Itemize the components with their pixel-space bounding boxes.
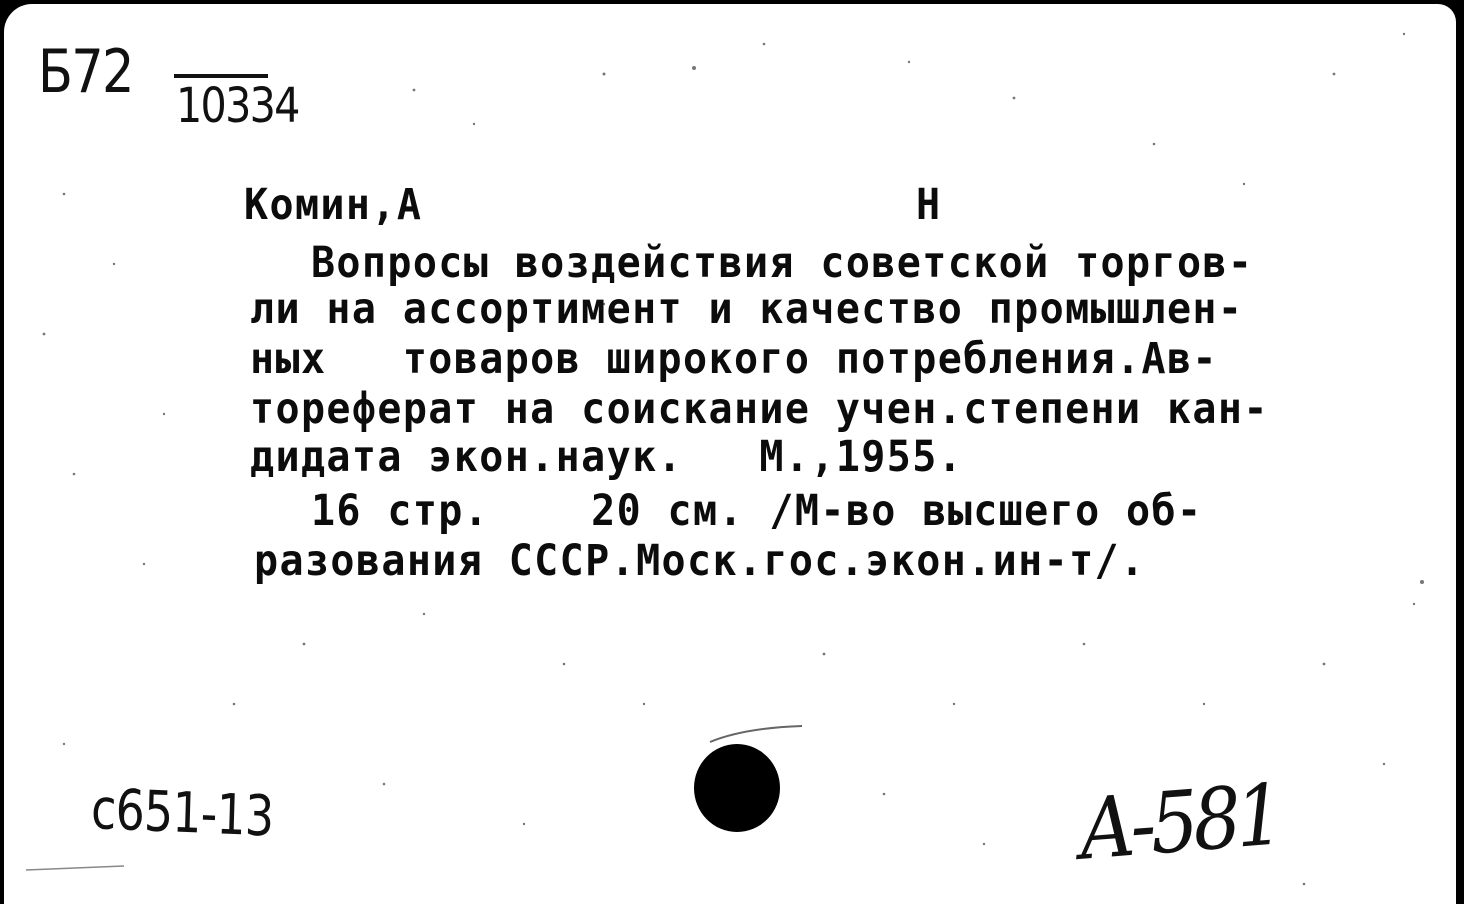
edge-mark — [26, 866, 124, 870]
shelf-mark-sub: 10334 — [176, 78, 299, 134]
accession-code: А-581 — [1075, 765, 1282, 879]
inventory-code: с651-13 — [90, 777, 275, 850]
author-initial: Н — [916, 180, 942, 230]
punch-hole — [694, 744, 780, 832]
description-line-7: разования СССР.Моск.гос.экон.ин-т/. — [254, 536, 1146, 586]
description-line-3: ных товаров широкого потребления.Ав- — [250, 334, 1218, 384]
description-line-4: тореферат на соискание учен.степени кан- — [250, 384, 1269, 434]
description-line-5: дидата экон.наук. М.,1955. — [250, 432, 964, 482]
pencil-stroke — [710, 726, 802, 742]
catalog-card — [4, 4, 1456, 904]
description-line-1: Вопросы воздействия советской торгов- — [260, 238, 1254, 288]
author-name: Комин,А — [244, 180, 423, 230]
description-line-6: 16 стр. 20 см. /М-во высшего об- — [260, 486, 1203, 536]
shelf-mark-main: Б72 — [38, 37, 133, 107]
description-line-2: ли на ассортимент и качество промышлен- — [250, 284, 1244, 334]
